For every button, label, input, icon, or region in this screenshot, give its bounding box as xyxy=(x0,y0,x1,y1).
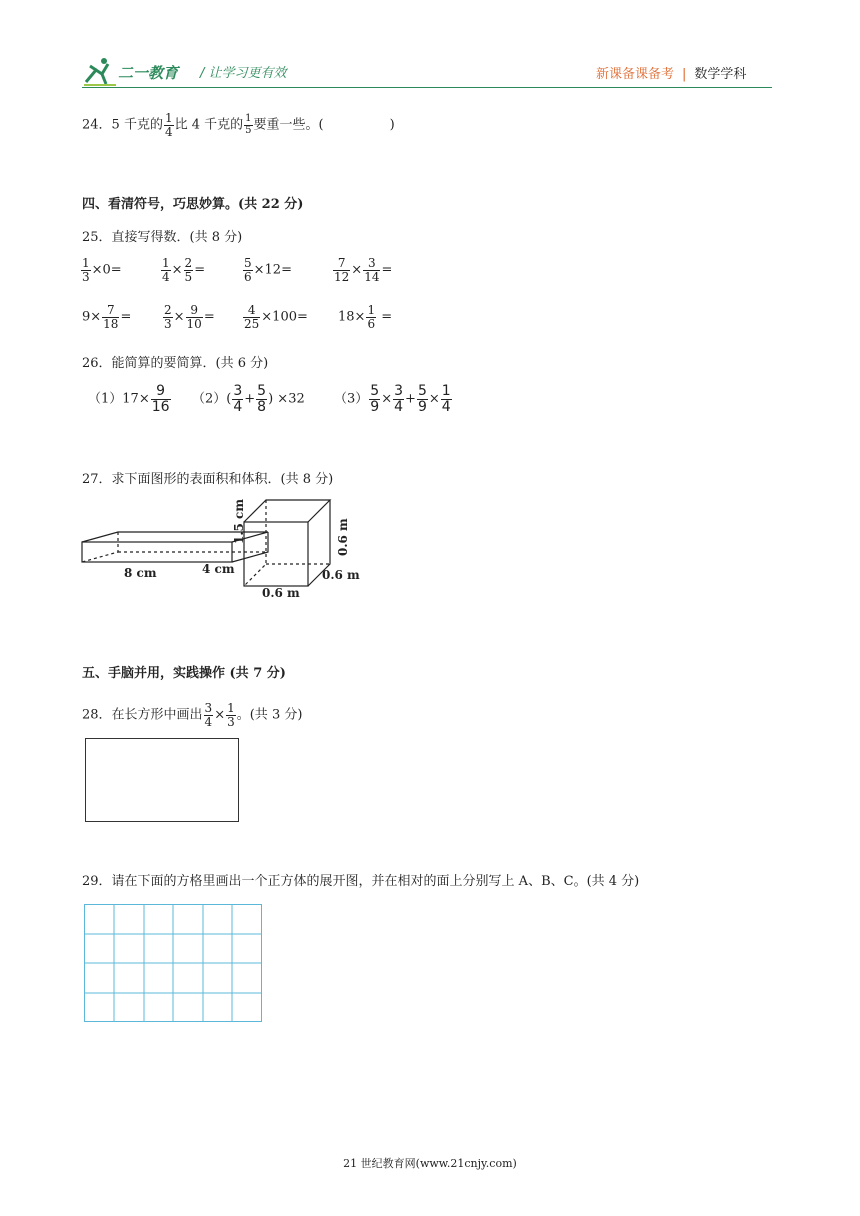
cuboid-height-label: 1.5 cm xyxy=(232,498,246,544)
section-4-title: 四、看清符号，巧思妙算。(共 22 分) xyxy=(82,197,304,212)
brand-name: 二一教育 xyxy=(118,64,179,82)
cube-figure xyxy=(244,500,330,586)
q26-part-3: （3） $\frac{5}{9}$ × $\frac{3}{4}$ + $\frac{5}{9}$ × $\frac{1}{4}$ xyxy=(334,383,451,415)
cube-width-label: 0.6 m xyxy=(262,586,300,600)
header-subject: 数学学科 xyxy=(694,67,747,82)
cube-height-label: 0.6 m xyxy=(336,518,350,556)
header-right xyxy=(596,63,746,82)
header-divider xyxy=(82,87,772,88)
q28-drawing-rectangle[interactable] xyxy=(85,738,239,822)
q25-item-3: $\frac{5}{6}$ ×12= xyxy=(244,256,292,284)
q25-item-7: $\frac{4}{25}$ ×100= xyxy=(244,303,308,331)
q24-fraction-2: $\frac{1}{5}$ xyxy=(245,113,252,136)
q29-title: 29．请在下面的方格里画出一个正方体的展开图，并在相对的面上分别写上 A、B、C。(共 4 分) xyxy=(82,874,640,889)
q24-text-4: ) xyxy=(389,117,395,133)
question-24 xyxy=(82,112,395,138)
q24-text-1: 5 千克的 xyxy=(111,117,163,133)
q24-number: 24． xyxy=(82,117,112,133)
q24-fraction-1: $\frac{1}{4}$ xyxy=(164,111,173,139)
q27-figures xyxy=(78,496,378,606)
q25-item-5: 9× $\frac{7}{18}$ = xyxy=(82,303,132,331)
q25-item-6: $\frac{2}{3}$ × $\frac{9}{10}$ = xyxy=(164,303,215,331)
q26-part-1: （1）17× $\frac{9}{16}$ xyxy=(88,383,170,415)
q25-title: 25．直接写得数．(共 8 分) xyxy=(82,230,243,245)
q25-item-1: $\frac{1}{3}$ ×0= xyxy=(82,256,122,284)
q25-item-8: 18× $\frac{1}{6}$ = xyxy=(338,303,393,331)
q24-text-2: 比 4 千克的 xyxy=(174,117,244,133)
q26-part-2: （2）( $\frac{3}{4}$ + $\frac{5}{8}$ ) ×32 xyxy=(192,383,305,415)
q29-grid[interactable] xyxy=(84,904,264,1024)
cuboid-length-label: 8 cm xyxy=(124,566,157,580)
q26-title: 26．能简算的要简算．(共 6 分) xyxy=(82,356,269,371)
question-28: 28．在长方形中画出 $\frac{3}{4}$ × $\frac{1}{3}$ 。(共 3 分) xyxy=(82,701,303,729)
brand-logo xyxy=(82,56,192,88)
cuboid-width-label: 4 cm xyxy=(202,562,235,576)
header-tag: 新课备课备考 xyxy=(596,67,675,82)
cube-depth-label: 0.6 m xyxy=(322,568,360,582)
q24-text-3: 要重一些。( xyxy=(253,117,324,133)
header-separator: | xyxy=(682,67,687,82)
section-5-title: 五、手脑并用，实践操作 (共 7 分) xyxy=(82,666,286,681)
q25-item-4: $\frac{7}{12}$ × $\frac{3}{14}$ = xyxy=(334,256,393,284)
page-footer: 21 世纪教育网(www.21cnjy.com) xyxy=(343,1157,517,1170)
slogan: / 让学习更有效 xyxy=(200,66,287,81)
q25-item-2: $\frac{1}{4}$ × $\frac{2}{5}$ = xyxy=(162,256,206,284)
q27-title: 27．求下面图形的表面积和体积．(共 8 分) xyxy=(82,472,334,487)
